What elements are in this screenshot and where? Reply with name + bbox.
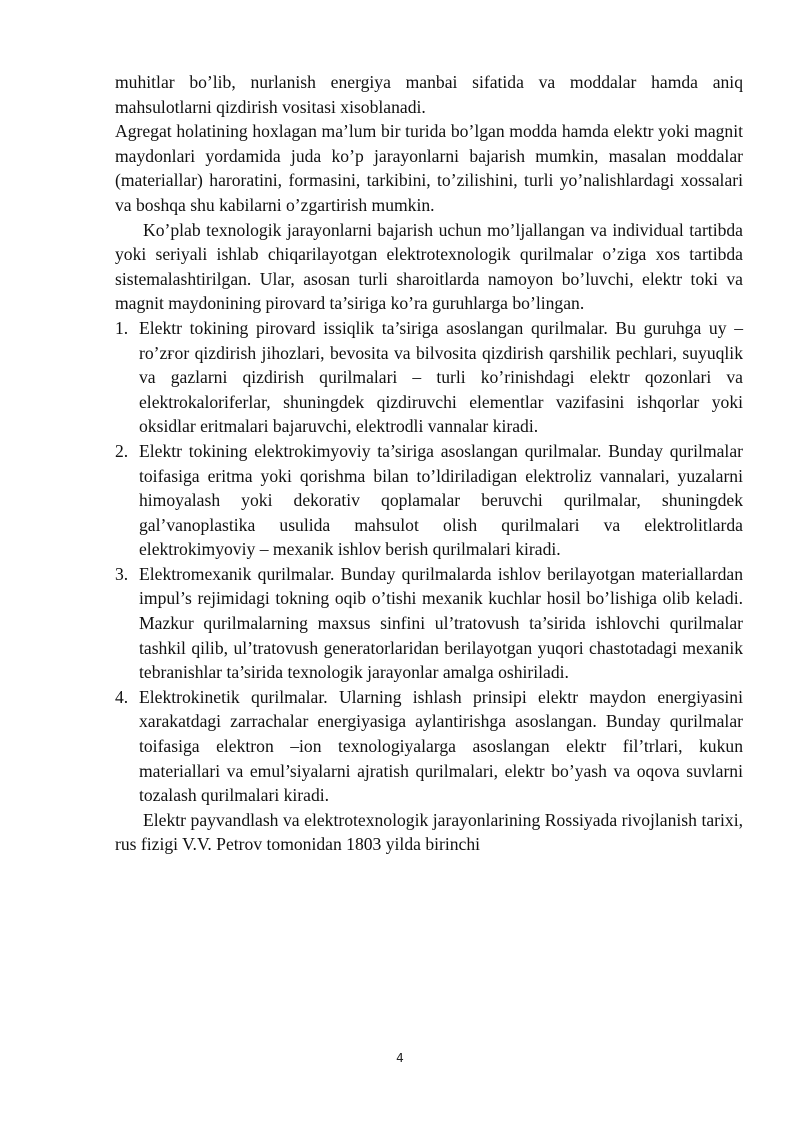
- list-item-number: 1.: [115, 317, 129, 338]
- list-item-number: 4.: [115, 686, 129, 707]
- list-item-text: Elektromexanik qurilmalar. Bunday qurilmalarda ishlov berilayotgan materiallardan impul’s rejimidagi tokning oqib o’tishi mexanik kuchlar hosil bo’lishiga olib keladi. Mazkur qurilmalarning maxsus sinfini ul’tratovush ta’sirida ishlovchi qurilmalar tashkil qilib, ul’tratovush generatorlaridan berilayotgan yuqori chastotadagi mexanik tebranishlar ta’sirida texnologik jarayonlar amalga oshiriladi.: [139, 563, 743, 683]
- list-item-number: 2.: [115, 440, 129, 461]
- installation-types-list: [115, 316, 743, 808]
- page-number: 4: [396, 1051, 404, 1065]
- list-item: [115, 562, 743, 685]
- paragraph-aggregate-state: Agregat holatining hoxlagan ma’lum bir turida bo’lgan modda hamda elektr yoki magnit maydonlari yordamida juda ko’p jarayonlarni bajarish mumkin, masalan moddalar (materiallar) haroratini, formasini, tarkibini, to’zilishini, turli yo’nalishlardagi xossalari va boshqa shu kabilarni o’zgartirish mumkin.: [115, 121, 743, 215]
- list-item-text: Elektr tokining pirovard issiqlik ta’siriga asoslangan qurilmalar. Bu guruhga uy –ro’zғor qizdirish jihozlari, bevosita va bilvosita qizdirish qarshilik pechlari, suyuqlik va gazlarni qizdirish qurilmalari – turli ko’rinishdagi elektr qozonlari va elektrokaloriferlar, shuningdek qizdiruvchi elementlar vazifasini ishqorlar yoki oksidlar eritmalari bajaruvchi, elektrodli vannalar kiradi.: [139, 317, 743, 437]
- list-item: [115, 685, 743, 808]
- list-item-text: Elektr tokining elektrokimyoviy ta’siriga asoslangan qurilmalar. Bunday qurilmalar toifasiga eritma yoki qorishma bilan to’ldiriladigan elektroliz vannalari, yuzalarni himoyalash yoki dekorativ qoplamalar beruvchi qurilmalar, shuningdek gal’vanoplastika usulida mahsulot olish qurilmalari va elektrolitlarda elektrokimyoviy – mexanik ishlov berish qurilmalari kiradi.: [139, 440, 743, 560]
- paragraph-continuation: muhitlar bo’lib, nurlanish energiya manbai sifatida va moddalar hamda aniq mahsulotlarni qizdirish vositasi xisoblanadi.: [115, 72, 743, 117]
- paragraph-classification-intro: Ko’plab texnologik jarayonlarni bajarish uchun mo’ljallangan va individual tartibda yoki seriyali ishlab chiqarilayotgan elektrotexnologik qurilmalar o’ziga xos tartibda sistemalashtirilgan. Ular, asosan turli sharoitlarda namoyon bo’luvchi, elektr toki va magnit maydonining pirovard ta’siriga ko’ra guruhlarga bo’lingan.: [115, 219, 743, 314]
- list-item: [115, 316, 743, 439]
- list-item-number: 3.: [115, 563, 129, 584]
- page-body: [115, 70, 743, 857]
- list-item: [115, 439, 743, 562]
- paragraph-history: Elektr payvandlash va elektrotexnologik jarayonlarining Rossiyada rivojlanish tarixi, rus fizigi V.V. Petrov tomonidan 1803 yilda birinchi: [115, 809, 743, 855]
- list-item-text: Elektrokinetik qurilmalar. Ularning ishlash prinsipi elektr maydon energiyasini xarakatdagi zarrachalar energiyasiga aylantirishga asoslangan. Bunday qurilmalar toifasiga elektron –ion texnologiyalarga asoslangan elektr fil’trlari, kukun materiallari va emul’siyalarni ajratish qurilmalari, elektr bo’yash va oqova suvlarni tozalash qurilmalari kiradi.: [139, 686, 743, 806]
